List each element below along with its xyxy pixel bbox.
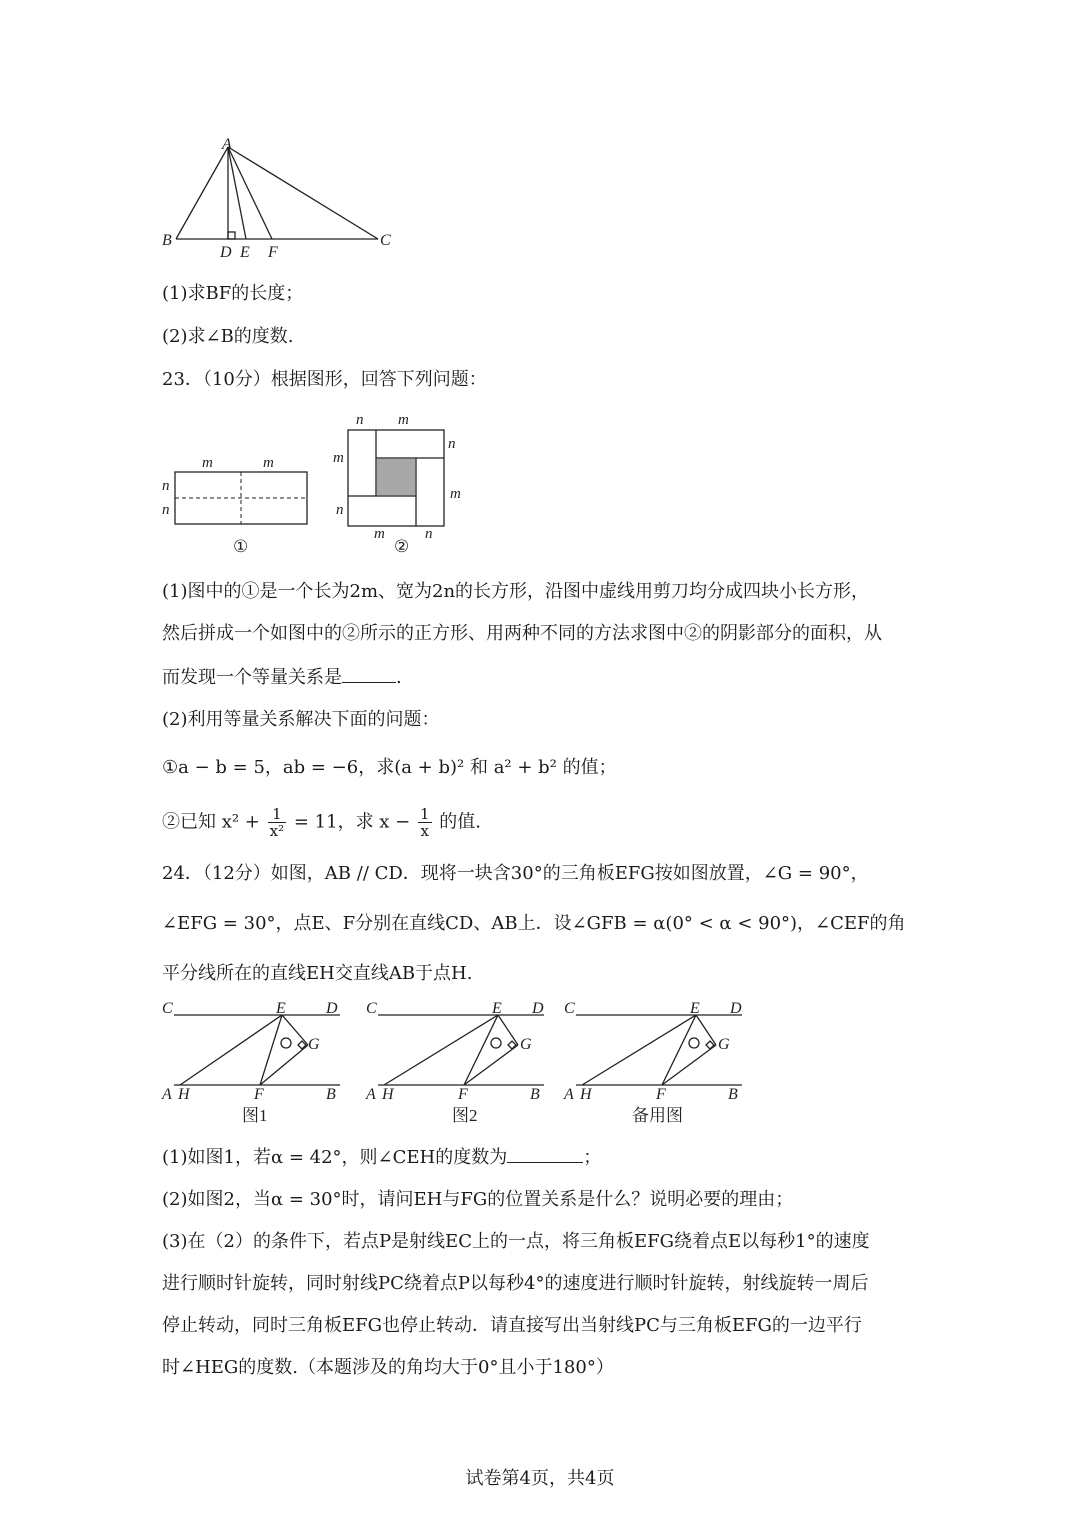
q23-part1-line3 [162, 664, 402, 690]
f3-c: C [564, 1000, 575, 1017]
f2-f: F [458, 1086, 468, 1103]
label-a: A [222, 136, 232, 153]
answer-blank-2[interactable] [507, 1144, 583, 1163]
f2-d: D [532, 1000, 544, 1017]
frac1-num: 1 [268, 806, 286, 823]
q24-part1-text: (1)如图1，若α = 42°，则∠CEH的度数为 [162, 1147, 508, 1168]
f1-e: E [276, 1000, 286, 1017]
f1-caption: 图1 [242, 1106, 268, 1125]
f3-a: A [564, 1086, 574, 1103]
label-e: E [240, 244, 250, 261]
square-figure-2 [330, 410, 470, 560]
q22-part2: (2)求∠B的度数. [162, 326, 294, 347]
f3-e: E [690, 1000, 700, 1017]
fig2-top-n: n [356, 412, 364, 428]
fig2-label: ② [394, 537, 410, 556]
f1-g: G [308, 1036, 320, 1053]
q23-sub2-c: 的值. [439, 811, 481, 833]
label-c: C [380, 232, 391, 249]
q24-part1-end: ； [583, 1147, 602, 1168]
q24-part2: (2)如图2，当α = 30°时，请问EH与FG的位置关系是什么？说明必要的理由； [162, 1189, 794, 1210]
fig1-label: ① [233, 537, 249, 556]
q24-figure-backup [560, 995, 760, 1130]
f2-e: E [492, 1000, 502, 1017]
f3-h: H [580, 1086, 592, 1103]
fig1-top-m1: m [202, 455, 213, 471]
f1-c: C [162, 1000, 173, 1017]
q23-sub2-a: ②已知 x² + [162, 811, 260, 833]
q24-part3-line2: 进行顺时针旋转，同时射线PC绕着点P以每秒4°的速度进行顺时针旋转，射线旋转一周后 [162, 1273, 869, 1294]
q24-line1: 24．（12分）如图，AB // CD．现将一块含30°的三角板EFG按如图放置，∠G = 90°， [162, 863, 869, 884]
q23-heading: 23．（10分）根据图形，回答下列问题： [162, 369, 487, 390]
q22-part1: (1)求BF的长度； [162, 283, 304, 304]
q23-sub2 [162, 806, 481, 839]
fig1-left-n2: n [162, 502, 170, 518]
f3-f: F [656, 1086, 666, 1103]
fig1-left-n1: n [162, 478, 170, 494]
fig2-left-m: m [333, 450, 344, 466]
frac2-num: 1 [419, 805, 430, 823]
f3-b: B [728, 1086, 738, 1103]
f3-d: D [730, 1000, 742, 1017]
fig2-top-m: m [398, 412, 409, 428]
fig2-right-n: n [448, 436, 456, 452]
q24-figure-2 [362, 995, 562, 1130]
f2-b: B [530, 1086, 540, 1103]
f1-a: A [162, 1086, 172, 1103]
q23-part1-line3-text: 而发现一个等量关系是 [162, 667, 342, 688]
f3-caption: 备用图 [632, 1106, 683, 1125]
f2-g: G [520, 1036, 532, 1053]
f2-h: H [382, 1086, 394, 1103]
fig2-bottom-m: m [374, 526, 385, 542]
fig2-right-m: m [450, 486, 461, 502]
fig2-bottom-n: n [425, 526, 433, 542]
frac2-den: x [420, 822, 429, 840]
fig2-left-n: n [336, 502, 344, 518]
q23-part1-line3-end: . [396, 667, 402, 688]
q24-part3-line1: (3)在（2）的条件下，若点P是射线EC上的一点，将三角板EFG绕着点E以每秒1°的速度 [162, 1231, 870, 1252]
f1-h: H [178, 1086, 190, 1103]
page-footer: 试卷第4页，共4页 [465, 1468, 615, 1489]
q24-part1 [162, 1144, 601, 1170]
q23-part1-line1: (1)图中的①是一个长为2m、宽为2n的长方形，沿图中虚线用剪刀均分成四块小长方形， [162, 581, 870, 602]
q24-part3-line4: 时∠HEG的度数.（本题涉及的角均大于0°且小于180°） [162, 1357, 614, 1378]
q24-part3-line3: 停止转动，同时三角板EFG也停止转动．请直接写出当射线PC与三角板EFG的一边平行 [162, 1315, 862, 1336]
label-f: F [268, 244, 278, 261]
f2-a: A [366, 1086, 376, 1103]
f1-d: D [326, 1000, 338, 1017]
f2-caption: 图2 [452, 1106, 478, 1125]
fig1-top-m2: m [263, 455, 274, 471]
fraction-1-over-x2 [268, 806, 286, 839]
label-d: D [220, 244, 232, 261]
frac1-den: x² [269, 822, 285, 840]
q24-figure-1 [158, 995, 358, 1130]
triangle-figure [150, 135, 410, 265]
answer-blank-1[interactable] [342, 664, 396, 683]
label-b: B [162, 232, 172, 249]
fraction-1-over-x [418, 806, 432, 839]
q23-part1-line2: 然后拼成一个如图中的②所示的正方形、用两种不同的方法求图中②的阴影部分的面积，从 [162, 623, 882, 644]
f1-f: F [254, 1086, 264, 1103]
q23-part2: (2)利用等量关系解决下面的问题： [162, 709, 440, 730]
q24-line2: ∠EFG = 30°，点E、F分别在直线CD、AB上．设∠GFB = α(0° < α < 90°)，∠CEF的角 [162, 913, 906, 934]
q23-sub1: ①a − b = 5，ab = −6，求(a + b)² 和 a² + b² 的值； [162, 757, 617, 778]
f1-b: B [326, 1086, 336, 1103]
rectangle-figure-1 [155, 450, 325, 560]
f2-c: C [366, 1000, 377, 1017]
q24-line3: 平分线所在的直线EH交直线AB于点H. [162, 963, 473, 984]
q23-sub2-b: = 11，求 x − [293, 811, 411, 833]
f3-g: G [718, 1036, 730, 1053]
